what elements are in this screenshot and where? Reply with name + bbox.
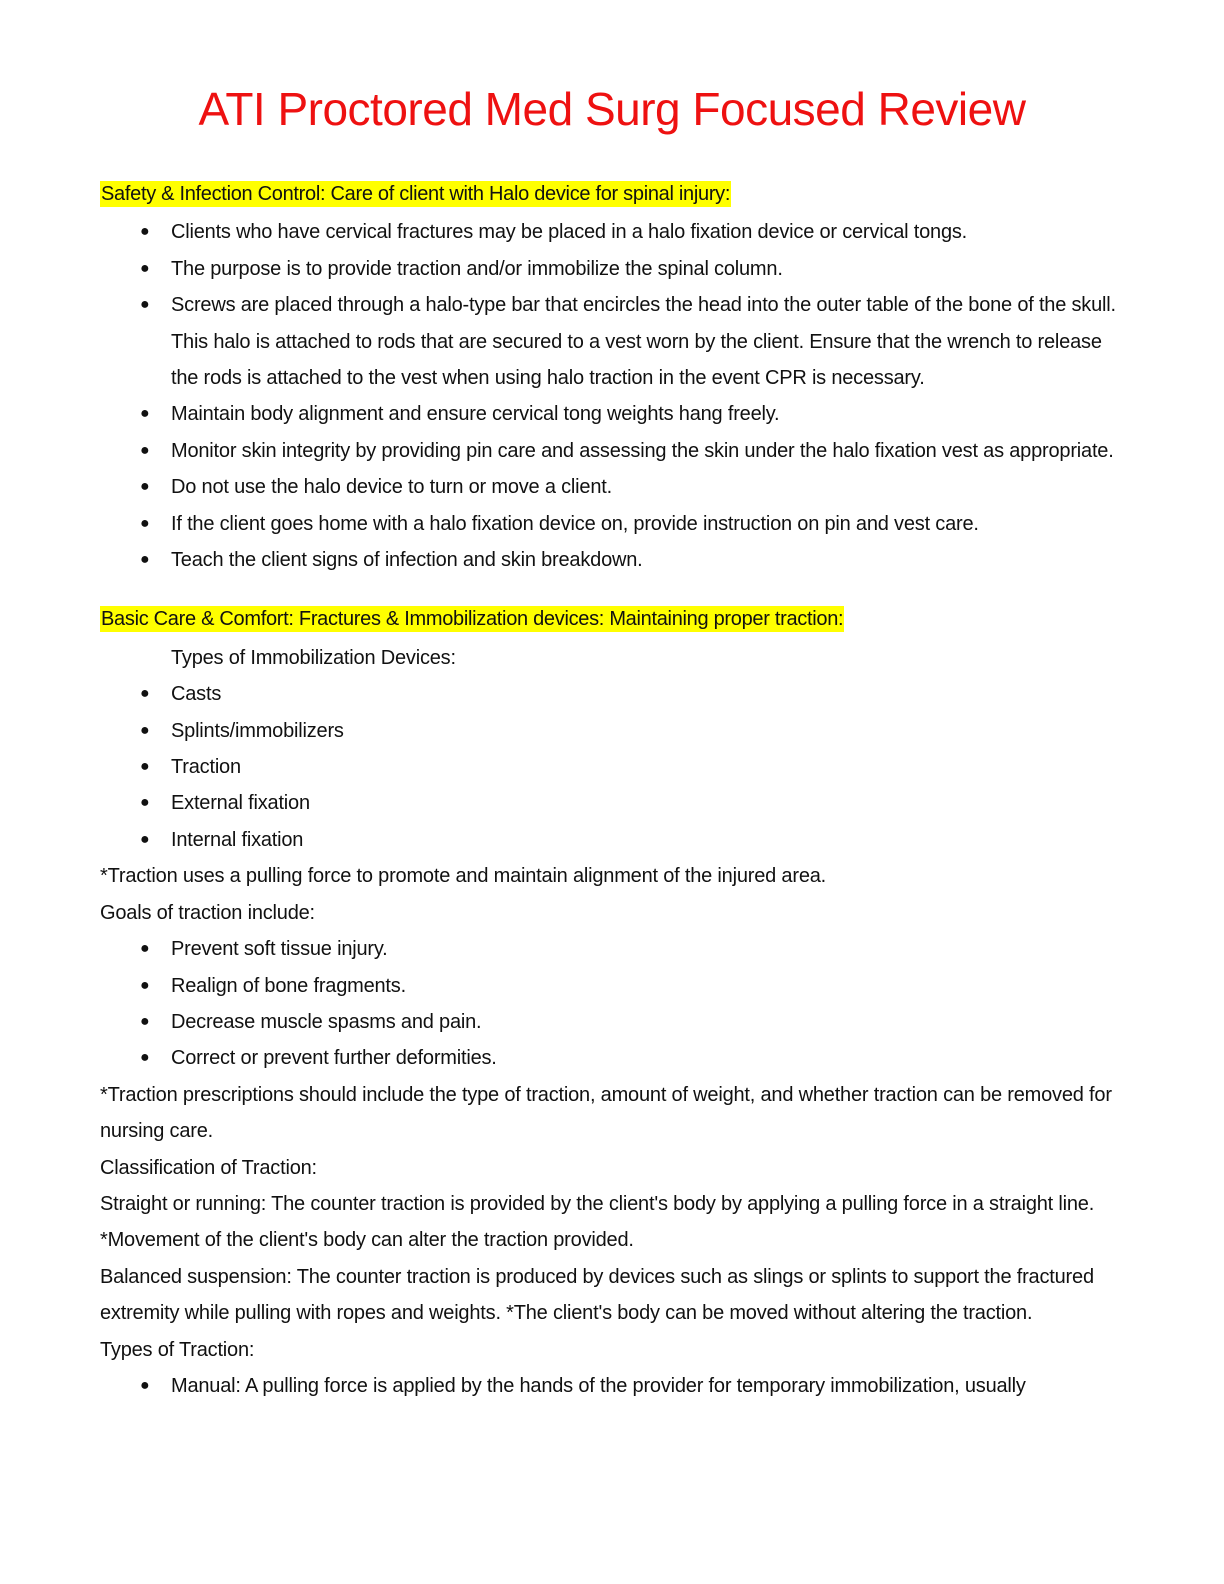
list-item-text: Internal fixation (171, 828, 304, 851)
list-item-text: Manual: A pulling force is applied by the hands of the provider for temporary immobilization, usually (171, 1374, 1026, 1397)
bullet-icon: ● (140, 551, 150, 569)
list-item-text: Traction (171, 756, 241, 779)
list-item (100, 469, 1124, 505)
bullet-icon: ● (140, 1049, 150, 1067)
bullet-icon: ● (140, 940, 150, 958)
list-item (100, 251, 1124, 287)
list-item-text: Decrease muscle spasms and pain. (171, 1010, 482, 1033)
list-item (100, 433, 1124, 469)
section-heading-traction-wrap (100, 603, 1124, 639)
bullet-icon: ● (140, 514, 150, 532)
bullet-icon: ● (140, 405, 150, 423)
bullet-icon: ● (140, 1376, 150, 1394)
list-item-text: Maintain body alignment and ensure cervical tong weights hang freely. (171, 403, 780, 426)
section-heading-traction: Basic Care & Comfort: Fractures & Immobilization devices: Maintaining proper traction: (101, 608, 844, 631)
bullet-icon: ● (140, 794, 150, 812)
list-item-text: Realign of bone fragments. (171, 974, 406, 997)
list-item-text: External fixation (171, 792, 310, 815)
list-item-text: Splints/immobilizers (171, 719, 344, 742)
list-item (100, 785, 1124, 821)
list-item (100, 542, 1124, 578)
list-item-text: The purpose is to provide traction and/or immobilize the spinal column. (171, 257, 783, 280)
devices-label: Types of Immobilization Devices: (171, 646, 456, 669)
bullet-icon: ● (140, 830, 150, 848)
list-item-text: If the client goes home with a halo fixation device on, provide instruction on pin and vest care. (171, 512, 979, 535)
list-item (100, 676, 1124, 712)
list-item (100, 506, 1124, 542)
classification-label: Classification of Traction: (100, 1156, 317, 1179)
bullet-icon: ● (140, 478, 150, 496)
list-item (100, 1368, 1124, 1404)
list-item-text: Monitor skin integrity by providing pin care and assessing the skin under the halo fixation vest as appropriate. (171, 439, 1114, 462)
list-item-text: Correct or prevent further deformities. (171, 1047, 497, 1070)
types-bullet-list (100, 1368, 1124, 1404)
straight-traction-paragraph: Straight or running: The counter traction is provided by the client's body by applying a pulling force in a straight line. *Movement of the client's body can alter the traction provided. (100, 1192, 1095, 1252)
traction-note: *Traction uses a pulling force to promote and maintain alignment of the injured area. (100, 865, 827, 888)
bullet-icon: ● (140, 758, 150, 776)
list-item (100, 1004, 1124, 1040)
list-item (100, 214, 1124, 250)
bullet-icon: ● (140, 721, 150, 739)
bullet-icon: ● (140, 1012, 150, 1030)
list-item-text: Do not use the halo device to turn or move a client. (171, 476, 612, 499)
balanced-traction-paragraph: Balanced suspension: The counter traction is produced by devices such as slings or splints to support the fractured extremity while pulling with ropes and weights. *The client's body can be moved without altering the traction. (100, 1265, 1094, 1325)
prescription-note: *Traction prescriptions should include the type of traction, amount of weight, and whether traction can be removed for nursing care. (100, 1083, 1112, 1143)
section-heading-halo: Safety & Infection Control: Care of client with Halo device for spinal injury: (101, 183, 731, 205)
section-spacer (100, 578, 1124, 603)
goals-label: Goals of traction include: (100, 901, 315, 924)
types-label: Types of Traction: (100, 1338, 255, 1361)
goals-bullet-list (100, 931, 1124, 1077)
list-item (100, 749, 1124, 785)
list-item (100, 287, 1124, 396)
list-item-text: Prevent soft tissue injury. (171, 938, 388, 961)
section-heading-halo-wrap (100, 178, 1124, 214)
document-page (100, 78, 1124, 1404)
document-title: ATI Proctored Med Surg Focused Review (198, 83, 1026, 135)
list-item (100, 396, 1124, 432)
bullet-icon: ● (140, 296, 150, 314)
list-item (100, 931, 1124, 967)
list-item-text: Screws are placed through a halo-type bar that encircles the head into the outer table of the bone of the skull. This halo is attached to rods that are secured to a vest worn by the client. Ensure that the wrench to release the rods is attached to the vest when using halo traction in the event CPR is necessary. (171, 294, 1116, 390)
bullet-icon: ● (140, 441, 150, 459)
bullet-icon: ● (140, 976, 150, 994)
list-item-text: Casts (171, 683, 222, 706)
list-item (100, 713, 1124, 749)
bullet-icon: ● (140, 223, 150, 241)
devices-bullet-list (100, 676, 1124, 858)
list-item (100, 968, 1124, 1004)
bullet-icon: ● (140, 685, 150, 703)
halo-bullet-list (100, 214, 1124, 578)
list-item-text: Teach the client signs of infection and skin breakdown. (171, 549, 643, 572)
bullet-icon: ● (140, 259, 150, 277)
list-item-text: Clients who have cervical fractures may be placed in a halo fixation device or cervical tongs. (171, 221, 968, 244)
list-item (100, 1040, 1124, 1076)
list-item (100, 822, 1124, 858)
